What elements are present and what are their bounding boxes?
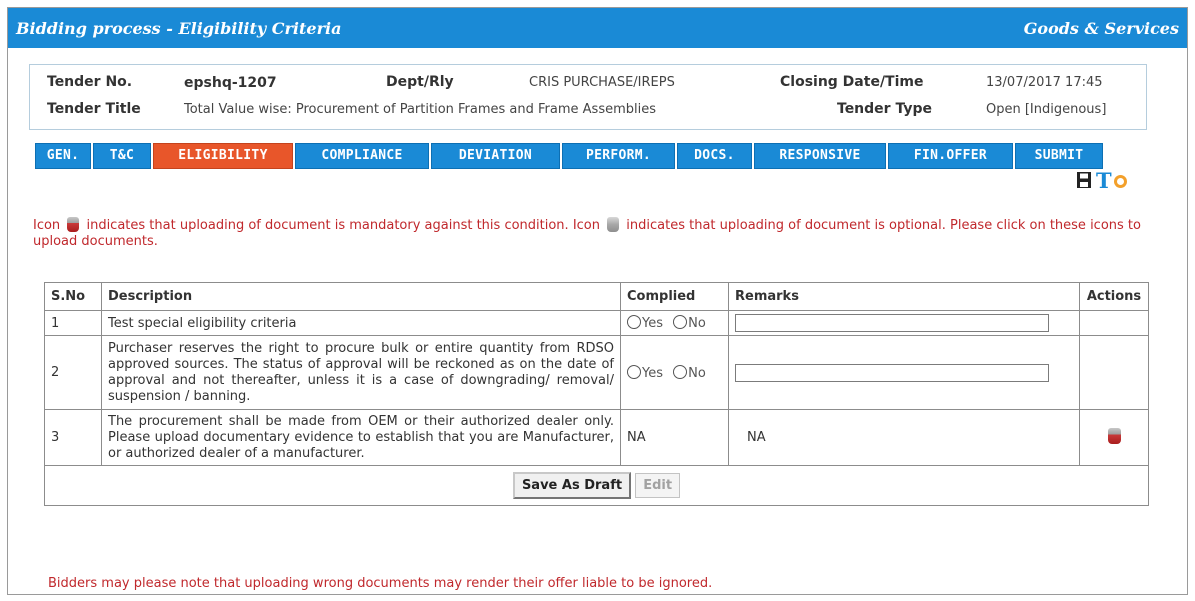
yes-label: Yes [642,316,663,331]
tab-perform[interactable]: PERFORM. [562,143,675,169]
notice-text-3: indicates that uploading of document is optional. Please click on these icons to upload documents. [33,218,1141,249]
tender-info-box [29,64,1147,130]
row-description: Test special eligibility criteria [102,311,621,336]
actions-cell [1080,410,1149,466]
save-as-draft-button[interactable]: Save As Draft [513,472,631,499]
dept-value: CRIS PURCHASE/IREPS [529,75,675,90]
closing-label: Closing Date/Time [780,74,924,90]
remarks-input[interactable] [735,314,1049,332]
edit-button[interactable]: Edit [635,473,680,498]
notice-text-1: Icon [33,218,61,233]
header-remarks: Remarks [729,283,1080,311]
yes-radio[interactable] [627,315,641,329]
table-button-row [45,466,1149,506]
tender-no-value: epshq-1207 [184,75,277,91]
notice-text-2: indicates that uploading of document is mandatory against this condition. Icon [86,218,600,233]
row-remarks: NA [729,410,1080,466]
row-description: The procurement shall be made from OEM or their authorized dealer only. Please upload documentary evidence to establish that you are Manufacturer, or authorized dealer of a manufacturer. [102,410,621,466]
page-title: Bidding process - Eligibility Criteria [16,19,342,38]
row-description: Purchaser reserves the right to procure bulk or entire quantity from RDSO approved sources. The status of approval will be reckoned as on the date of approval and not thereafter, unless it is a case of downgrading/ removal/ suspension / banning. [102,336,621,410]
table-row [45,410,1149,466]
upload-notice [33,217,1148,250]
closing-value: 13/07/2017 17:45 [986,75,1103,90]
header-sno: S.No [45,283,102,311]
actions-cell [1080,311,1149,336]
remarks-cell [729,311,1080,336]
footer-warning: Bidders may please note that uploading wrong documents may render their offer liable to be ignored. [48,576,713,591]
category-label: Goods & Services [1023,19,1179,38]
tab-responsive[interactable]: RESPONSIVE [754,143,886,169]
upload-document-icon[interactable] [1108,428,1121,444]
tab-submit[interactable]: SUBMIT [1015,143,1103,169]
title-bar [8,8,1187,48]
row-complied: NA [621,410,729,466]
row-sno: 3 [45,410,102,466]
tab-gen[interactable]: GEN. [35,143,91,169]
eligibility-table [44,282,1149,506]
mandatory-upload-icon [67,217,79,232]
table-header-row [45,283,1149,311]
no-label: No [688,365,706,381]
tab-compliance[interactable]: COMPLIANCE [295,143,429,169]
complied-options [621,311,729,336]
header-complied: Complied [621,283,729,311]
remarks-cell [729,336,1080,410]
actions-cell [1080,336,1149,410]
header-actions: Actions [1080,283,1149,311]
text-size-icon[interactable]: T [1096,168,1112,193]
tab-fin-offer[interactable]: FIN.OFFER [888,143,1013,169]
no-label: No [688,316,706,331]
yes-label: Yes [642,365,663,381]
no-radio[interactable] [673,365,687,379]
tab-eligibility[interactable]: ELIGIBILITY [153,143,293,169]
tab-tc[interactable]: T&C [93,143,151,169]
tender-type-label: Tender Type [837,101,932,117]
no-radio[interactable] [673,315,687,329]
complied-options [621,336,729,410]
dept-label: Dept/Rly [386,74,454,90]
table-row [45,336,1149,410]
button-cell [45,466,1149,506]
row-sno: 2 [45,336,102,410]
tab-docs[interactable]: DOCS. [677,143,752,169]
row-sno: 1 [45,311,102,336]
tender-type-value: Open [Indigenous] [986,102,1107,117]
optional-upload-icon [607,217,619,232]
remarks-input[interactable] [735,364,1049,382]
save-icon[interactable] [1077,172,1091,188]
help-icon[interactable] [1114,175,1127,188]
tab-deviation[interactable]: DEVIATION [431,143,560,169]
yes-radio[interactable] [627,365,641,379]
tender-title-label: Tender Title [47,101,141,117]
table-row [45,311,1149,336]
tender-no-label: Tender No. [47,74,133,90]
tender-title-value: Total Value wise: Procurement of Partition Frames and Frame Assemblies [184,102,657,117]
header-description: Description [102,283,621,311]
